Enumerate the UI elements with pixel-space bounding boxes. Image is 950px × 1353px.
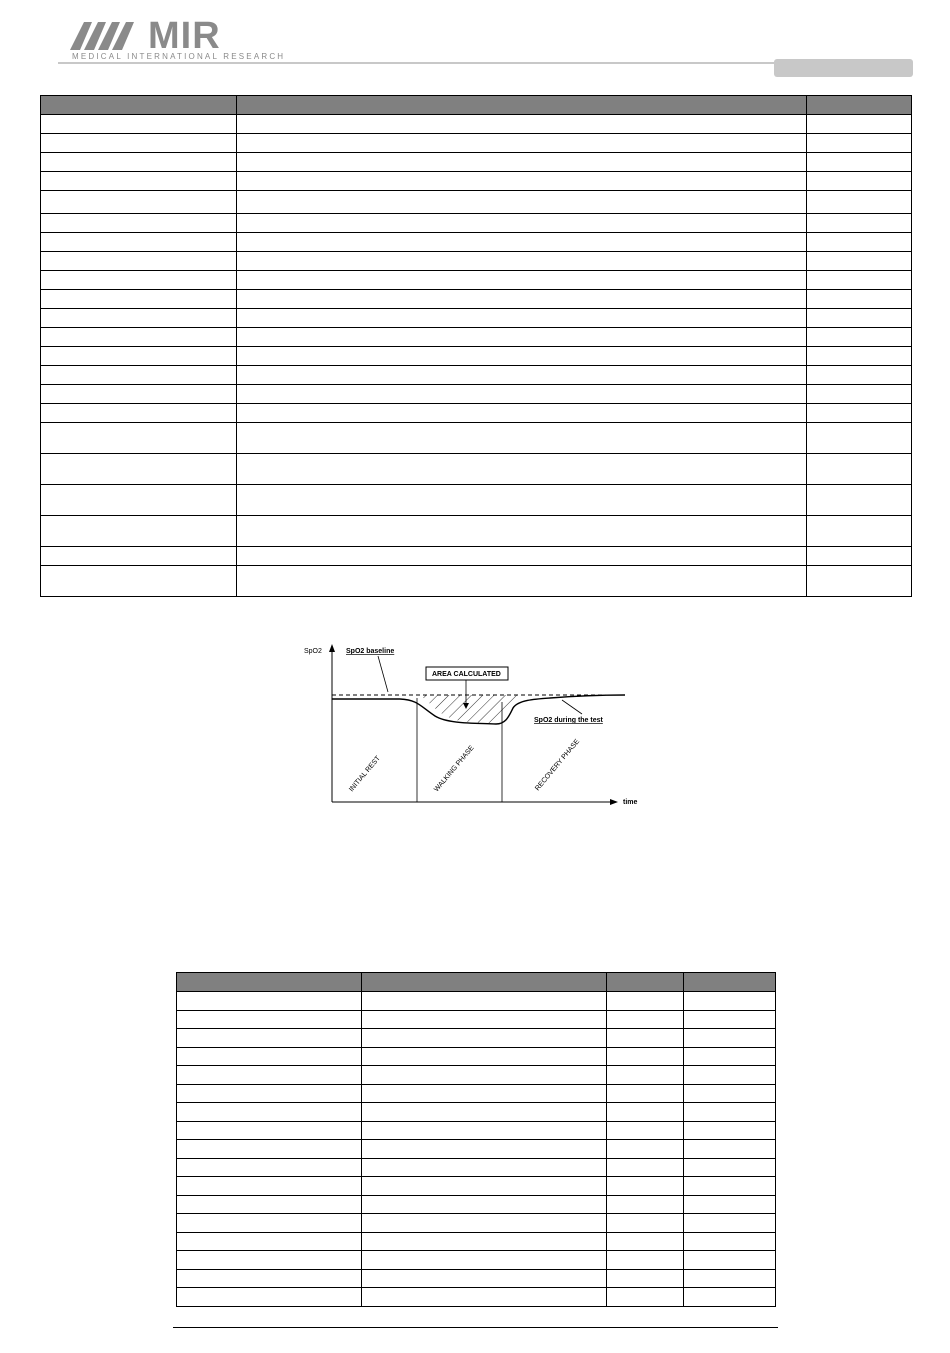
- logo-wordmark: MIR: [148, 15, 221, 57]
- table-row: [177, 1121, 776, 1140]
- curve-label: SpO2 during the test: [534, 717, 603, 724]
- table-header-row: [177, 973, 776, 992]
- area-calculated-region: [418, 695, 518, 723]
- footer-rule: [173, 1327, 778, 1328]
- header-cell: [177, 973, 362, 992]
- table-row: [41, 172, 912, 191]
- table-row: [41, 252, 912, 271]
- table-row: [41, 485, 912, 516]
- baseline-label: SpO2 baseline: [346, 648, 395, 655]
- phase-label-walking: WALKING PHASE: [433, 744, 476, 794]
- table-row: [41, 516, 912, 547]
- table-row: [177, 1251, 776, 1270]
- table-header-row: [41, 96, 912, 115]
- header-cell: [807, 96, 912, 115]
- table-row: [177, 1158, 776, 1177]
- table-row: [41, 214, 912, 233]
- header-cell: [41, 96, 237, 115]
- mir-logo-mark-icon: [68, 16, 148, 52]
- curve-pointer: [562, 700, 582, 714]
- header-tab: [774, 59, 913, 77]
- table-row: [41, 115, 912, 134]
- logo-subtitle: MEDICAL INTERNATIONAL RESEARCH: [72, 52, 286, 61]
- table-row: [177, 1214, 776, 1233]
- header-cell: [607, 973, 684, 992]
- results-table: [176, 972, 776, 1307]
- y-axis-label: SpO2: [304, 648, 322, 655]
- phase-label-recovery: RECOVERY PHASE: [534, 738, 582, 793]
- table-row: [41, 347, 912, 366]
- table-row: [177, 1269, 776, 1288]
- y-axis-arrow-icon: [329, 644, 335, 652]
- phase-label-initial-rest: INITIAL REST: [348, 755, 382, 794]
- table-row: [177, 1195, 776, 1214]
- table-row: [41, 309, 912, 328]
- mir-logo: [68, 15, 286, 64]
- table-row: [177, 1177, 776, 1196]
- parameters-table: [40, 95, 912, 597]
- table-row: [41, 191, 912, 214]
- table-row: [41, 385, 912, 404]
- header-cell: [362, 973, 607, 992]
- table-row: [41, 547, 912, 566]
- table-row: [41, 328, 912, 347]
- table-row: [177, 1232, 776, 1251]
- table-row: [177, 1010, 776, 1029]
- table-row: [41, 566, 912, 597]
- x-axis-arrow-icon: [610, 799, 618, 805]
- table-row: [41, 454, 912, 485]
- table-row: [41, 423, 912, 454]
- table-row: [41, 271, 912, 290]
- table-row: [41, 153, 912, 172]
- header-cell: [237, 96, 807, 115]
- table-row: [41, 366, 912, 385]
- table-row: [41, 134, 912, 153]
- table-row: [177, 1029, 776, 1048]
- table-row: [177, 1140, 776, 1159]
- table-row: [177, 1066, 776, 1085]
- baseline-pointer: [378, 656, 388, 692]
- table-row: [177, 992, 776, 1011]
- table-row: [177, 1288, 776, 1307]
- table-row: [177, 1103, 776, 1122]
- table-row: [177, 1047, 776, 1066]
- spo2-area-diagram: [300, 640, 645, 815]
- table-row: [177, 1084, 776, 1103]
- table-row: [41, 290, 912, 309]
- table-row: [41, 404, 912, 423]
- table-row: [41, 233, 912, 252]
- x-axis-label: time: [623, 799, 638, 806]
- header-cell: [684, 973, 776, 992]
- area-calculated-label: AREA CALCULATED: [432, 671, 501, 678]
